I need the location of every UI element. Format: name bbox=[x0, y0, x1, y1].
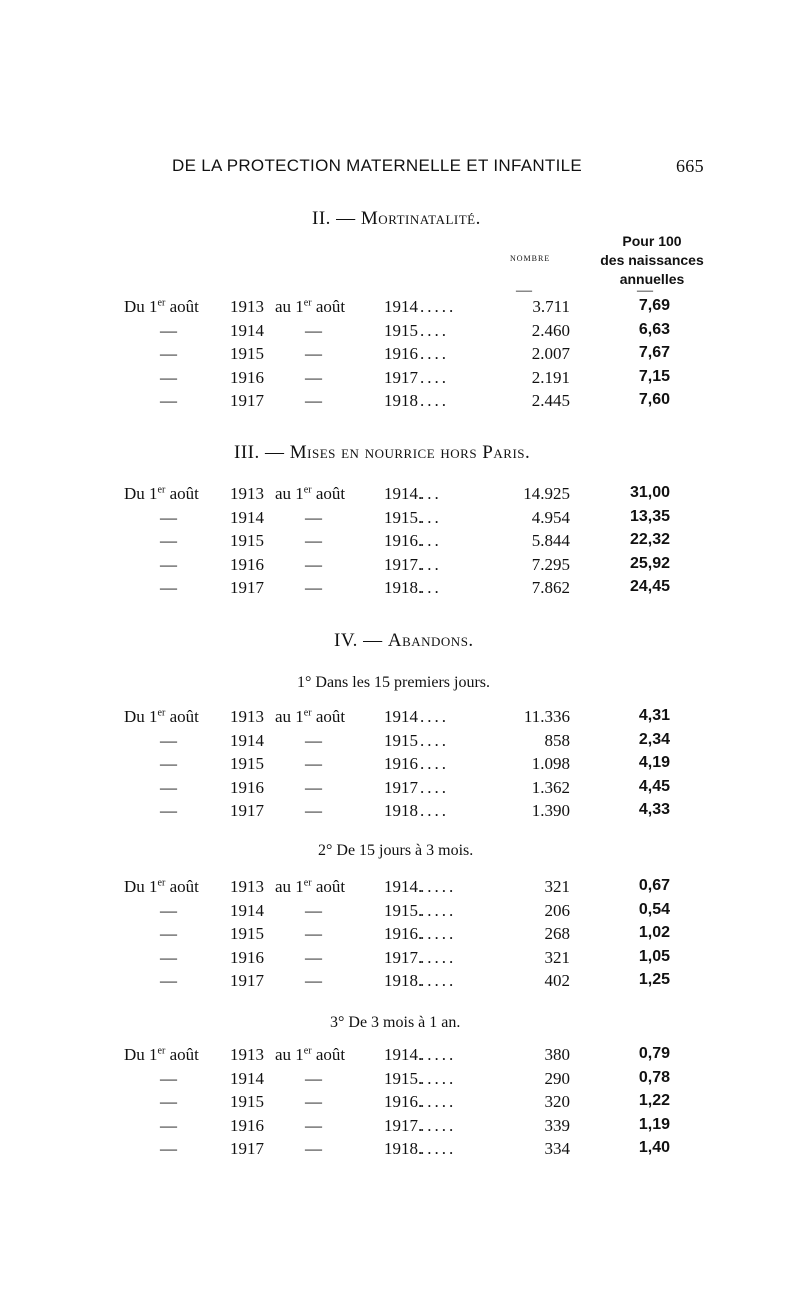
row-year-to: 1918. bbox=[384, 971, 423, 990]
row-ditto-dash-2: — bbox=[305, 531, 322, 550]
rate-head-line-1: Pour 100 bbox=[622, 233, 682, 249]
row-rate: 1,19 bbox=[638, 1115, 670, 1133]
row-count: 206 bbox=[544, 900, 570, 920]
row-day: 1 bbox=[149, 877, 158, 896]
table-row bbox=[0, 707, 800, 729]
row-leader-dots: ..... bbox=[420, 1068, 457, 1088]
row-ditto-dash-2: — bbox=[305, 391, 322, 410]
row-ditto-dash-2: — bbox=[305, 344, 322, 363]
table-row bbox=[0, 555, 800, 577]
row-year-from: 1914 bbox=[230, 507, 264, 527]
row-leader-dots: ... bbox=[420, 531, 442, 550]
row-year-to: 1918. bbox=[384, 1139, 423, 1158]
row-ditto-dash: — bbox=[160, 924, 177, 943]
rate-head-line-2: des naissances bbox=[600, 252, 704, 268]
row-ditto-dash: — bbox=[160, 777, 177, 797]
rate-rule-dash: — bbox=[637, 282, 653, 299]
row-rate: 4,33 bbox=[638, 801, 670, 818]
row-count: 7.295 bbox=[531, 554, 570, 574]
row-year-from: 1917 bbox=[230, 1139, 264, 1158]
table-row bbox=[0, 924, 800, 946]
row-to-label bbox=[275, 297, 345, 317]
row-ditto-dash: — bbox=[160, 801, 177, 820]
row-count: 321 bbox=[544, 877, 570, 896]
row-month: août bbox=[169, 297, 199, 316]
row-rate: 7,15 bbox=[638, 367, 670, 385]
row-year-from: 1915 bbox=[230, 754, 264, 773]
table-row bbox=[0, 948, 800, 970]
row-leader-dots: ..... bbox=[420, 924, 457, 943]
section-ii-title bbox=[312, 208, 481, 230]
row-month: août bbox=[169, 1045, 199, 1064]
row-au: au bbox=[275, 707, 292, 726]
row-ditto-dash-2: — bbox=[305, 507, 322, 527]
row-leader-dots: .... bbox=[420, 391, 449, 410]
row-rate: 1,05 bbox=[638, 947, 670, 965]
row-year-to: 1917. bbox=[384, 1115, 423, 1135]
row-year-from: 1917 bbox=[230, 801, 264, 820]
row-count: 1.098 bbox=[531, 754, 570, 773]
row-leader-dots: ..... bbox=[420, 1045, 457, 1064]
column-head-nombre: nombre bbox=[510, 250, 551, 264]
row-year-from: 1914 bbox=[230, 730, 264, 750]
row-leader-dots: ..... bbox=[420, 947, 457, 967]
section-ii-roman: II. — bbox=[312, 208, 356, 229]
table-row bbox=[0, 731, 800, 753]
row-leader-dots: ..... bbox=[420, 971, 457, 990]
running-header-title: DE LA PROTECTION MATERNELLE ET INFANTILE bbox=[172, 156, 583, 175]
row-day-sup: er bbox=[157, 297, 166, 309]
row-month-2: août bbox=[315, 297, 346, 316]
row-au: au bbox=[275, 877, 292, 896]
row-count: 290 bbox=[544, 1068, 570, 1088]
row-year-from: 1917 bbox=[230, 391, 264, 410]
row-ditto-dash-2: — bbox=[305, 1068, 322, 1088]
row-count: 1.390 bbox=[531, 801, 570, 820]
section-iv-title bbox=[334, 630, 474, 652]
row-ditto-dash-2: — bbox=[305, 554, 322, 574]
row-leader-dots: .... bbox=[420, 754, 449, 773]
row-rate: 1,22 bbox=[638, 1092, 670, 1109]
row-count: 2.445 bbox=[531, 391, 570, 410]
row-rate: 25,92 bbox=[629, 554, 670, 572]
row-day-sup-2: er bbox=[303, 1045, 312, 1057]
row-leader-dots: ..... bbox=[420, 1092, 457, 1111]
row-year-to: 1918 bbox=[384, 391, 418, 410]
row-year-from: 1914 bbox=[230, 900, 264, 920]
row-ditto-dash: — bbox=[160, 1068, 177, 1088]
row-day-sup-2: er bbox=[303, 297, 312, 309]
row-month-2: août bbox=[315, 707, 346, 726]
row-day: 1 bbox=[149, 297, 158, 316]
row-year-from: 1917 bbox=[230, 578, 264, 597]
subsection-3-title: 3° De 3 mois à 1 an. bbox=[330, 1014, 461, 1031]
row-year-to: 1916. bbox=[384, 924, 423, 943]
table-row bbox=[0, 297, 800, 319]
row-year-to: 1916 bbox=[384, 754, 418, 773]
row-start-label bbox=[124, 297, 199, 317]
row-month-2: août bbox=[315, 877, 346, 896]
row-du: Du bbox=[124, 297, 145, 316]
row-leader-dots: .... bbox=[420, 801, 449, 820]
row-year-to: 1917 bbox=[384, 777, 418, 797]
row-year-to: 1914. bbox=[384, 484, 423, 503]
row-rate: 0,67 bbox=[638, 877, 670, 894]
row-ditto-dash-2: — bbox=[305, 1139, 322, 1158]
row-day-sup: er bbox=[157, 877, 166, 889]
row-rate: 24,45 bbox=[629, 578, 670, 595]
table-row bbox=[0, 1045, 800, 1067]
row-count: 11.336 bbox=[523, 707, 570, 726]
row-rate: 4,45 bbox=[638, 777, 670, 795]
row-count: 7.862 bbox=[531, 578, 570, 597]
row-month: août bbox=[169, 707, 199, 726]
row-month: août bbox=[169, 484, 199, 503]
table-row bbox=[0, 368, 800, 390]
row-rate: 31,00 bbox=[629, 484, 670, 501]
row-day-sup: er bbox=[157, 1045, 166, 1057]
row-au: au bbox=[275, 1045, 292, 1064]
row-rate: 1,25 bbox=[638, 971, 670, 988]
row-year-to: 1915. bbox=[384, 1068, 423, 1088]
row-start-label bbox=[124, 877, 199, 897]
row-day-sup: er bbox=[157, 707, 166, 719]
table-row bbox=[0, 901, 800, 923]
row-du: Du bbox=[124, 877, 145, 896]
row-year-to: 1914. bbox=[384, 877, 423, 896]
row-year-to: 1918 bbox=[384, 801, 418, 820]
row-day-2: 1 bbox=[295, 297, 304, 316]
row-month-2: août bbox=[315, 1045, 346, 1064]
row-year-to: 1917. bbox=[384, 947, 423, 967]
row-count: 321 bbox=[544, 947, 570, 967]
row-leader-dots: .... bbox=[420, 344, 449, 363]
row-du: Du bbox=[124, 1045, 145, 1064]
subsection-1-title: 1° Dans les 15 premiers jours. bbox=[297, 674, 491, 691]
row-ditto-dash: — bbox=[160, 320, 177, 340]
row-year-to: 1915. bbox=[384, 900, 423, 920]
row-year-from: 1916 bbox=[230, 367, 264, 387]
section-iii-title bbox=[234, 442, 530, 464]
row-day-sup-2: er bbox=[303, 707, 312, 719]
row-year-to: 1917 bbox=[384, 367, 418, 387]
row-count: 1.362 bbox=[531, 777, 570, 797]
row-rate: 4,31 bbox=[638, 707, 670, 724]
row-count: 380 bbox=[544, 1045, 570, 1064]
row-start-label bbox=[124, 707, 199, 727]
row-ditto-dash-2: — bbox=[305, 924, 322, 943]
section-iv-text: Abandons. bbox=[387, 630, 474, 651]
row-year-to: 1918. bbox=[384, 578, 423, 597]
row-year-from: 1915 bbox=[230, 1092, 264, 1111]
row-count: 339 bbox=[544, 1115, 570, 1135]
row-count: 402 bbox=[544, 971, 570, 990]
row-year-to: 1916. bbox=[384, 1092, 423, 1111]
table-row bbox=[0, 754, 800, 776]
row-year-from: 1916 bbox=[230, 777, 264, 797]
row-year-from: 1914 bbox=[230, 320, 264, 340]
row-ditto-dash: — bbox=[160, 1115, 177, 1135]
row-rate: 13,35 bbox=[629, 507, 670, 525]
row-month-2: août bbox=[315, 484, 346, 503]
row-day-sup: er bbox=[157, 484, 166, 496]
row-leader-dots: .... bbox=[420, 367, 449, 387]
row-ditto-dash-2: — bbox=[305, 1115, 322, 1135]
row-day: 1 bbox=[149, 707, 158, 726]
row-rate: 2,34 bbox=[638, 730, 670, 748]
row-year-from: 1915 bbox=[230, 344, 264, 363]
row-day-sup-2: er bbox=[303, 877, 312, 889]
row-ditto-dash-2: — bbox=[305, 578, 322, 597]
subsection-2-title: 2° De 15 jours à 3 mois. bbox=[318, 842, 474, 859]
row-leader-dots: ..... bbox=[420, 297, 457, 316]
row-rate: 0,79 bbox=[638, 1045, 670, 1062]
row-year-to: 1915 bbox=[384, 730, 418, 750]
row-count: 2.460 bbox=[531, 320, 570, 340]
table-row bbox=[0, 778, 800, 800]
row-count: 334 bbox=[544, 1139, 570, 1158]
row-ditto-dash: — bbox=[160, 754, 177, 773]
row-leader-dots: ..... bbox=[420, 1139, 457, 1158]
row-count: 5.844 bbox=[531, 531, 570, 550]
row-to-label bbox=[275, 877, 345, 897]
row-day-sup-2: er bbox=[303, 484, 312, 496]
row-rate: 0,54 bbox=[638, 900, 670, 918]
row-ditto-dash: — bbox=[160, 947, 177, 967]
row-year-from: 1913 bbox=[230, 707, 264, 726]
row-count: 4.954 bbox=[531, 507, 570, 527]
table-row bbox=[0, 508, 800, 530]
row-count: 858 bbox=[544, 730, 570, 750]
row-month: août bbox=[169, 877, 199, 896]
row-ditto-dash: — bbox=[160, 391, 177, 410]
row-ditto-dash-2: — bbox=[305, 1092, 322, 1111]
row-year-from: 1913 bbox=[230, 297, 264, 316]
rate-head-line-3: annuelles bbox=[619, 271, 685, 287]
row-leader-dots: ..... bbox=[420, 1115, 457, 1135]
row-ditto-dash: — bbox=[160, 578, 177, 597]
row-count: 320 bbox=[544, 1092, 570, 1111]
row-year-to: 1914 bbox=[384, 707, 418, 726]
row-ditto-dash: — bbox=[160, 507, 177, 527]
row-year-to: 1914. bbox=[384, 1045, 423, 1064]
table-row bbox=[0, 484, 800, 506]
row-year-from: 1913 bbox=[230, 1045, 264, 1064]
row-to-label bbox=[275, 707, 345, 727]
row-ditto-dash-2: — bbox=[305, 754, 322, 773]
row-leader-dots: .... bbox=[420, 320, 449, 340]
nombre-rule-dash: — bbox=[516, 282, 532, 299]
row-count: 2.191 bbox=[531, 367, 570, 387]
row-year-to: 1915 bbox=[384, 320, 418, 340]
table-row bbox=[0, 1116, 800, 1138]
row-ditto-dash: — bbox=[160, 900, 177, 920]
section-iii-roman: III. — bbox=[234, 442, 285, 463]
row-leader-dots: ... bbox=[420, 578, 442, 597]
row-ditto-dash: — bbox=[160, 1139, 177, 1158]
row-ditto-dash-2: — bbox=[305, 367, 322, 387]
row-rate: 1,40 bbox=[638, 1139, 670, 1156]
row-au: au bbox=[275, 484, 292, 503]
section-iii-text: Mises en nourrice hors Paris. bbox=[289, 442, 531, 463]
table-row bbox=[0, 1092, 800, 1114]
row-year-from: 1913 bbox=[230, 877, 264, 896]
row-ditto-dash: — bbox=[160, 730, 177, 750]
row-day: 1 bbox=[149, 484, 158, 503]
row-day-2: 1 bbox=[295, 484, 304, 503]
row-ditto-dash: — bbox=[160, 367, 177, 387]
column-head-rate bbox=[592, 232, 712, 289]
row-start-label bbox=[124, 1045, 199, 1065]
row-rate: 7,60 bbox=[638, 391, 670, 408]
table-row bbox=[0, 344, 800, 366]
row-leader-dots: ... bbox=[420, 484, 442, 503]
row-year-to: 1916. bbox=[384, 531, 423, 550]
row-year-to: 1915. bbox=[384, 507, 423, 527]
row-day-2: 1 bbox=[295, 877, 304, 896]
row-year-to: 1914 bbox=[384, 297, 418, 316]
row-ditto-dash-2: — bbox=[305, 971, 322, 990]
row-leader-dots: .... bbox=[420, 777, 449, 797]
row-year-from: 1914 bbox=[230, 1068, 264, 1088]
row-count: 3.711 bbox=[532, 297, 570, 316]
row-au: au bbox=[275, 297, 292, 316]
page-number: 665 bbox=[676, 156, 704, 176]
row-day-2: 1 bbox=[295, 1045, 304, 1064]
row-year-from: 1916 bbox=[230, 554, 264, 574]
row-rate: 0,78 bbox=[638, 1068, 670, 1086]
row-year-from: 1917 bbox=[230, 971, 264, 990]
row-leader-dots: ... bbox=[420, 507, 442, 527]
row-day-2: 1 bbox=[295, 707, 304, 726]
table-row bbox=[0, 578, 800, 600]
table-row bbox=[0, 1069, 800, 1091]
row-rate: 6,63 bbox=[638, 320, 670, 338]
section-ii-text: Mortinatalité. bbox=[360, 208, 481, 229]
row-year-to: 1917. bbox=[384, 554, 423, 574]
table-row bbox=[0, 321, 800, 343]
row-rate: 22,32 bbox=[629, 531, 670, 548]
row-year-from: 1916 bbox=[230, 1115, 264, 1135]
table-row bbox=[0, 877, 800, 899]
row-leader-dots: ... bbox=[420, 554, 442, 574]
row-ditto-dash: — bbox=[160, 344, 177, 363]
row-day: 1 bbox=[149, 1045, 158, 1064]
row-ditto-dash-2: — bbox=[305, 801, 322, 820]
row-ditto-dash: — bbox=[160, 971, 177, 990]
row-year-from: 1915 bbox=[230, 924, 264, 943]
table-row bbox=[0, 801, 800, 823]
row-ditto-dash: — bbox=[160, 1092, 177, 1111]
row-rate: 4,19 bbox=[638, 754, 670, 771]
row-ditto-dash-2: — bbox=[305, 777, 322, 797]
row-leader-dots: ..... bbox=[420, 877, 457, 896]
table-row bbox=[0, 531, 800, 553]
row-start-label bbox=[124, 484, 199, 504]
table-row bbox=[0, 1139, 800, 1161]
row-rate: 7,67 bbox=[638, 344, 670, 361]
row-rate: 1,02 bbox=[638, 924, 670, 941]
row-count: 268 bbox=[544, 924, 570, 943]
table-row bbox=[0, 391, 800, 413]
row-du: Du bbox=[124, 707, 145, 726]
row-count: 14.925 bbox=[523, 484, 570, 503]
row-count: 2.007 bbox=[531, 344, 570, 363]
row-to-label bbox=[275, 1045, 345, 1065]
row-leader-dots: ..... bbox=[420, 900, 457, 920]
row-ditto-dash-2: — bbox=[305, 730, 322, 750]
row-year-from: 1915 bbox=[230, 531, 264, 550]
row-leader-dots: .... bbox=[420, 707, 449, 726]
row-du: Du bbox=[124, 484, 145, 503]
row-year-from: 1916 bbox=[230, 947, 264, 967]
row-ditto-dash-2: — bbox=[305, 947, 322, 967]
row-ditto-dash: — bbox=[160, 554, 177, 574]
row-rate: 7,69 bbox=[638, 297, 670, 314]
row-ditto-dash-2: — bbox=[305, 900, 322, 920]
row-to-label bbox=[275, 484, 345, 504]
row-leader-dots: .... bbox=[420, 730, 449, 750]
table-row bbox=[0, 971, 800, 993]
section-iv-roman: IV. — bbox=[334, 630, 383, 651]
row-year-to: 1916 bbox=[384, 344, 418, 363]
row-ditto-dash: — bbox=[160, 531, 177, 550]
row-year-from: 1913 bbox=[230, 484, 264, 503]
row-ditto-dash-2: — bbox=[305, 320, 322, 340]
